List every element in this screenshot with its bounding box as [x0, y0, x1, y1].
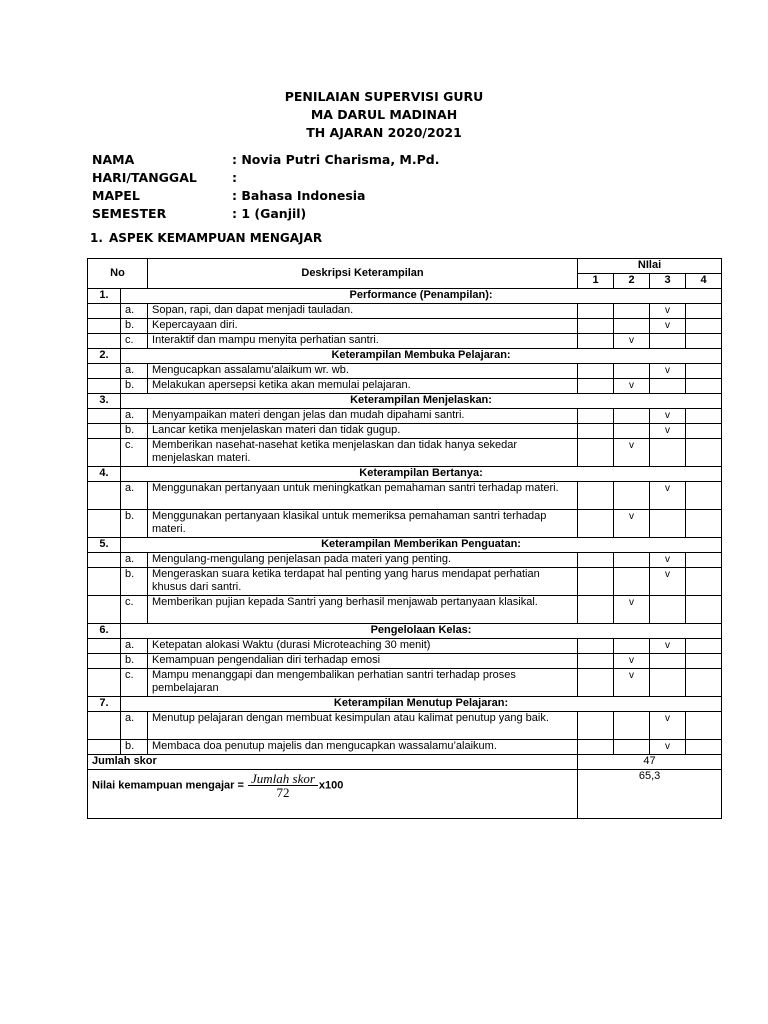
score-cell-3: v	[650, 409, 686, 424]
score-cell-2	[614, 482, 650, 510]
info-label: MAPEL	[92, 188, 140, 203]
score-cell-1	[578, 364, 614, 379]
item-letter: a.	[121, 364, 148, 379]
item-description: Memberikan nasehat-nasehat ketika menjelaskan dan tidak hanya sekedar menjelaskan materi.	[148, 439, 578, 467]
item-letter: c.	[121, 439, 148, 467]
score-cell-3: v	[650, 424, 686, 439]
item-description: Mampu menanggapi dan mengembalikan perhatian santri terhadap proses pembelajaran	[148, 669, 578, 697]
score-cell-2	[614, 409, 650, 424]
score-cell-1	[578, 319, 614, 334]
item-description: Menggunakan pertanyaan klasikal untuk memeriksa pemahaman santri terhadap materi.	[148, 510, 578, 538]
score-cell-4	[686, 409, 722, 424]
item-description: Menutup pelajaran dengan membuat kesimpulan atau kalimat penutup yang baik.	[148, 712, 578, 740]
group-title: Keterampilan Menjelaskan:	[121, 394, 722, 409]
header-score-2: 2	[614, 274, 650, 289]
score-cell-3	[650, 439, 686, 467]
score-cell-1	[578, 596, 614, 624]
info-label: HARI/TANGGAL	[92, 170, 197, 185]
score-cell-2	[614, 319, 650, 334]
item-letter: c.	[121, 596, 148, 624]
score-cell-4	[686, 304, 722, 319]
group-title: Performance (Penampilan):	[121, 289, 722, 304]
score-cell-3	[650, 510, 686, 538]
table-body	[88, 289, 722, 755]
score-cell-1	[578, 439, 614, 467]
score-cell-2: v	[614, 596, 650, 624]
info-label: SEMESTER	[92, 206, 167, 221]
nilai-value: 65,3	[578, 770, 722, 819]
total-value: 47	[578, 755, 722, 770]
score-cell-2	[614, 424, 650, 439]
item-row	[88, 424, 722, 439]
item-spacer-cell	[88, 654, 121, 669]
header-description: Deskripsi Keterampilan	[148, 259, 578, 289]
item-spacer-cell	[88, 669, 121, 697]
score-cell-4	[686, 439, 722, 467]
score-cell-4	[686, 639, 722, 654]
score-cell-2	[614, 553, 650, 568]
item-letter: a.	[121, 409, 148, 424]
score-cell-4	[686, 740, 722, 755]
score-cell-2	[614, 639, 650, 654]
item-spacer-cell	[88, 596, 121, 624]
item-spacer-cell	[88, 364, 121, 379]
group-number: 4.	[88, 467, 121, 482]
score-cell-2	[614, 712, 650, 740]
info-value: : Bahasa Indonesia	[232, 188, 366, 203]
item-description: Lancar ketika menjelaskan materi dan tidak gugup.	[148, 424, 578, 439]
item-row	[88, 319, 722, 334]
score-cell-2: v	[614, 334, 650, 349]
score-cell-3: v	[650, 482, 686, 510]
score-cell-2	[614, 740, 650, 755]
score-cell-4	[686, 553, 722, 568]
item-spacer-cell	[88, 482, 121, 510]
item-row	[88, 712, 722, 740]
item-letter: b.	[121, 379, 148, 394]
item-row	[88, 596, 722, 624]
nilai-label-cell	[88, 770, 578, 819]
score-cell-4	[686, 364, 722, 379]
score-cell-2: v	[614, 669, 650, 697]
item-spacer-cell	[88, 510, 121, 538]
score-cell-3: v	[650, 319, 686, 334]
section-number: 1.	[90, 231, 103, 245]
item-row	[88, 639, 722, 654]
group-number: 1.	[88, 289, 121, 304]
item-description: Interaktif dan mampu menyita perhatian santri.	[148, 334, 578, 349]
score-cell-4	[686, 334, 722, 349]
item-letter: a.	[121, 712, 148, 740]
score-cell-2: v	[614, 510, 650, 538]
score-cell-1	[578, 712, 614, 740]
score-cell-4	[686, 596, 722, 624]
group-row	[88, 624, 722, 639]
header-no: No	[88, 259, 148, 289]
item-description: Kepercayaan diri.	[148, 319, 578, 334]
score-cell-2: v	[614, 439, 650, 467]
score-cell-3: v	[650, 740, 686, 755]
item-letter: c.	[121, 669, 148, 697]
item-row	[88, 510, 722, 538]
info-label: NAMA	[92, 152, 135, 167]
score-cell-1	[578, 654, 614, 669]
group-title: Keterampilan Bertanya:	[121, 467, 722, 482]
item-letter: b.	[121, 568, 148, 596]
formula-suffix: x100	[318, 779, 344, 792]
item-spacer-cell	[88, 409, 121, 424]
item-letter: a.	[121, 482, 148, 510]
score-cell-3	[650, 669, 686, 697]
doc-title-3: TH AJARAN 2020/2021	[306, 125, 462, 140]
section-heading	[90, 231, 322, 245]
score-cell-1	[578, 409, 614, 424]
item-description: Mengucapkan assalamu’alaikum wr. wb.	[148, 364, 578, 379]
item-description: Melakukan apersepsi ketika akan memulai pelajaran.	[148, 379, 578, 394]
item-description: Memberikan pujian kepada Santri yang berhasil menjawab pertanyaan klasikal.	[148, 596, 578, 624]
score-cell-4	[686, 669, 722, 697]
score-cell-2	[614, 364, 650, 379]
group-title: Keterampilan Menutup Pelajaran:	[121, 697, 722, 712]
item-letter: c.	[121, 334, 148, 349]
info-value: :	[232, 170, 237, 185]
score-cell-2	[614, 568, 650, 596]
group-number: 5.	[88, 538, 121, 553]
formula-denominator: 72	[276, 785, 290, 800]
score-cell-3: v	[650, 364, 686, 379]
score-cell-1	[578, 379, 614, 394]
score-cell-3: v	[650, 553, 686, 568]
group-title: Keterampilan Membuka Pelajaran:	[121, 349, 722, 364]
item-description: Mengeraskan suara ketika terdapat hal penting yang harus mendapat perhatian khusus dari santri.	[148, 568, 578, 596]
item-spacer-cell	[88, 553, 121, 568]
item-spacer-cell	[88, 568, 121, 596]
item-spacer-cell	[88, 319, 121, 334]
nilai-row	[88, 770, 722, 819]
group-number: 3.	[88, 394, 121, 409]
header-score-4: 4	[686, 274, 722, 289]
item-row	[88, 654, 722, 669]
score-cell-3	[650, 334, 686, 349]
score-cell-3: v	[650, 304, 686, 319]
doc-title-2: MA DARUL MADINAH	[310, 107, 458, 122]
item-row	[88, 379, 722, 394]
item-row	[88, 740, 722, 755]
score-cell-2: v	[614, 379, 650, 394]
score-cell-4	[686, 424, 722, 439]
score-cell-1	[578, 553, 614, 568]
group-row	[88, 394, 722, 409]
score-cell-3: v	[650, 568, 686, 596]
item-letter: a.	[121, 304, 148, 319]
formula-numerator: Jumlah skor	[248, 772, 318, 786]
score-cell-3	[650, 596, 686, 624]
group-row	[88, 697, 722, 712]
item-description: Menyampaikan materi dengan jelas dan mudah dipahami santri.	[148, 409, 578, 424]
info-value: : 1 (Ganjil)	[232, 206, 307, 221]
group-number: 6.	[88, 624, 121, 639]
item-letter: b.	[121, 510, 148, 538]
score-cell-1	[578, 304, 614, 319]
header-score-1: 1	[578, 274, 614, 289]
score-cell-1	[578, 669, 614, 697]
score-cell-1	[578, 740, 614, 755]
nilai-label: Nilai kemampuan mengajar =	[92, 779, 244, 792]
score-cell-1	[578, 482, 614, 510]
group-title: Keterampilan Memberikan Penguatan:	[121, 538, 722, 553]
header-score-3: 3	[650, 274, 686, 289]
group-title: Pengelolaan Kelas:	[121, 624, 722, 639]
score-cell-1	[578, 510, 614, 538]
item-letter: b.	[121, 319, 148, 334]
score-cell-2: v	[614, 654, 650, 669]
item-letter: b.	[121, 654, 148, 669]
item-spacer-cell	[88, 334, 121, 349]
item-description: Menggunakan pertanyaan untuk meningkatkan pemahaman santri terhadap materi.	[148, 482, 578, 510]
doc-title-1: PENILAIAN SUPERVISI GURU	[284, 89, 484, 104]
item-spacer-cell	[88, 379, 121, 394]
item-spacer-cell	[88, 424, 121, 439]
item-description: Kemampuan pengendalian diri terhadap emosi	[148, 654, 578, 669]
group-number: 2.	[88, 349, 121, 364]
score-cell-4	[686, 379, 722, 394]
item-row	[88, 482, 722, 510]
group-number: 7.	[88, 697, 121, 712]
group-row	[88, 349, 722, 364]
formula-fraction	[248, 772, 318, 799]
item-description: Sopan, rapi, dan dapat menjadi tauladan.	[148, 304, 578, 319]
score-cell-1	[578, 424, 614, 439]
item-description: Membaca doa penutup majelis dan mengucapkan wassalamu’alaikum.	[148, 740, 578, 755]
item-spacer-cell	[88, 740, 121, 755]
item-description: Mengulang-mengulang penjelasan pada materi yang penting.	[148, 553, 578, 568]
score-cell-1	[578, 639, 614, 654]
score-cell-4	[686, 654, 722, 669]
group-row	[88, 467, 722, 482]
item-letter: a.	[121, 553, 148, 568]
score-cell-1	[578, 334, 614, 349]
group-row	[88, 289, 722, 304]
item-row	[88, 568, 722, 596]
group-row	[88, 538, 722, 553]
score-cell-1	[578, 568, 614, 596]
score-cell-2	[614, 304, 650, 319]
item-letter: b.	[121, 424, 148, 439]
score-cell-4	[686, 482, 722, 510]
item-spacer-cell	[88, 304, 121, 319]
item-row	[88, 409, 722, 424]
info-value: : Novia Putri Charisma, M.Pd.	[232, 152, 440, 167]
score-cell-3: v	[650, 712, 686, 740]
score-cell-4	[686, 568, 722, 596]
score-cell-4	[686, 319, 722, 334]
item-letter: a.	[121, 639, 148, 654]
item-spacer-cell	[88, 439, 121, 467]
item-description: Ketepatan alokasi Waktu (durasi Microteaching 30 menit)	[148, 639, 578, 654]
score-cell-3: v	[650, 639, 686, 654]
item-row	[88, 304, 722, 319]
item-row	[88, 439, 722, 467]
item-letter: b.	[121, 740, 148, 755]
header-nilai: NIlai	[578, 259, 722, 274]
item-spacer-cell	[88, 712, 121, 740]
score-cell-4	[686, 510, 722, 538]
item-row	[88, 553, 722, 568]
section-title: ASPEK KEMAMPUAN MENGAJAR	[109, 231, 323, 245]
assessment-table	[87, 258, 722, 819]
total-row	[88, 755, 722, 770]
score-cell-4	[686, 712, 722, 740]
item-row	[88, 334, 722, 349]
score-cell-3	[650, 654, 686, 669]
item-spacer-cell	[88, 639, 121, 654]
item-row	[88, 364, 722, 379]
item-row	[88, 669, 722, 697]
score-cell-3	[650, 379, 686, 394]
total-label: Jumlah skor	[88, 755, 578, 770]
